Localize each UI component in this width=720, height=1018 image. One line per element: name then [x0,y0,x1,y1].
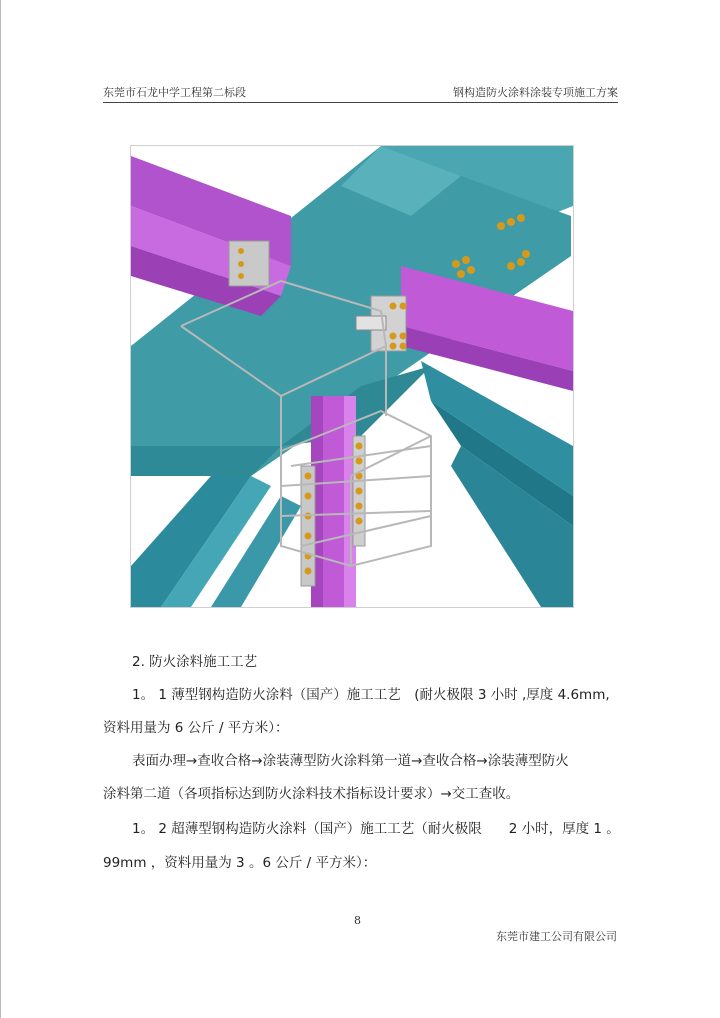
paragraph-2-line-1: 表面办理→查收合格→涂装薄型防火涂料第一道→查收合格→涂装薄型防火 [132,753,569,769]
header-divider [103,102,618,103]
paragraph-2-line-2: 涂料第二道（各项指标达到防火涂料技术指标设计要求）→交工查收。 [103,786,520,802]
steel-structure-figure [130,145,574,608]
page-number: 8 [354,914,361,927]
paragraph-3-line-1: 1。 2 超薄型钢构造防火涂料（国产）施工工艺（耐火极限 2 小时，厚度 1 。 [132,821,620,837]
footer-company-name: 东莞市建工公司有限公司 [496,930,617,943]
paragraph-1-line-1: 1。 1 薄型钢构造防火涂料（国产）施工工艺 (耐火极限 3 小时 ,厚度 4.6mm, [132,687,610,703]
connection-plate-left [229,241,269,286]
section-title: 2. 防火涂料施工工艺 [132,654,258,670]
bolt-group-left-plate [238,248,244,279]
page-header [103,84,618,104]
page-edge [0,0,1,1018]
steel-joint-3d-render [131,146,573,607]
paragraph-3-line-2: 99mm ，资料用量为 3 。6 公斤 / 平方米）： [103,855,377,871]
header-project-name: 东莞市石龙中学工程第二标段 [103,86,246,99]
header-document-title: 钢构造防火涂料涂装专项施工方案 [453,86,618,99]
paragraph-1-line-2: 资料用量为 6 公斤 / 平方米）： [103,720,289,736]
